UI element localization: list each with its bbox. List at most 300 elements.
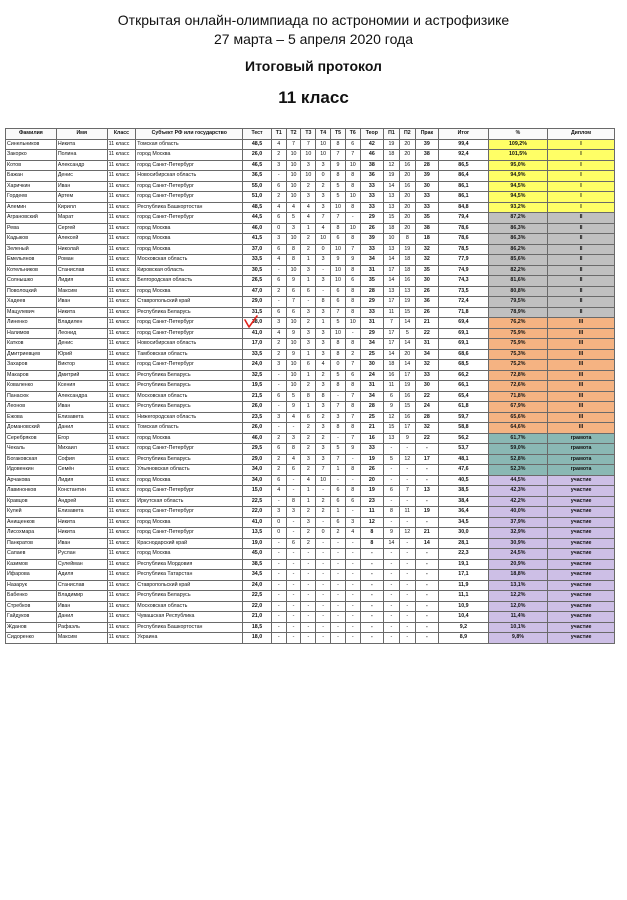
table-cell: 74,9 xyxy=(439,265,489,276)
table-cell: III xyxy=(548,391,615,402)
table-cell: 2 xyxy=(271,286,286,297)
table-cell: Максим xyxy=(56,286,107,297)
table-cell: 4 xyxy=(271,328,286,339)
table-cell: Московская область xyxy=(136,601,243,612)
table-cell: 15 xyxy=(399,402,415,413)
table-cell: Кравцов xyxy=(6,496,57,507)
table-cell: 33 xyxy=(360,307,383,318)
table-cell: III xyxy=(548,402,615,413)
table-cell: 11 класс xyxy=(107,444,136,455)
table-row xyxy=(6,412,615,423)
table-cell: 22,5 xyxy=(243,591,272,602)
table-cell: 4 xyxy=(345,528,360,539)
table-cell: 12,0% xyxy=(488,601,547,612)
table-cell: Московская область xyxy=(136,255,243,266)
table-cell: - xyxy=(345,454,360,465)
table-cell: - xyxy=(345,601,360,612)
table-cell: 34,0 xyxy=(243,465,272,476)
table-cell: 71,8 xyxy=(439,307,489,318)
table-cell: 7 xyxy=(331,213,346,224)
table-cell: Республика Беларусь xyxy=(136,370,243,381)
table-cell: - xyxy=(286,559,301,570)
table-cell: 5 xyxy=(331,192,346,203)
table-cell: 26,5 xyxy=(243,276,272,287)
table-cell: 38,0 xyxy=(243,318,272,329)
table-cell: - xyxy=(415,444,438,455)
table-cell: Леонид xyxy=(56,328,107,339)
table-cell: 2 xyxy=(271,192,286,203)
table-cell: 8 xyxy=(345,286,360,297)
table-cell: 1 xyxy=(301,223,316,234)
table-cell: 9 xyxy=(286,349,301,360)
table-cell: 74,3 xyxy=(439,276,489,287)
table-cell: 18,8% xyxy=(488,570,547,581)
table-cell: 34,0 xyxy=(243,475,272,486)
table-cell: 11 класс xyxy=(107,297,136,308)
table-cell: Никита xyxy=(56,307,107,318)
table-row xyxy=(6,444,615,455)
table-cell: 2 xyxy=(301,423,316,434)
table-cell: - xyxy=(331,591,346,602)
table-cell: - xyxy=(301,549,316,560)
table-cell: Егор xyxy=(56,433,107,444)
table-cell: 52,3% xyxy=(488,465,547,476)
table-cell: 25 xyxy=(360,349,383,360)
table-row xyxy=(6,370,615,381)
table-cell: 4 xyxy=(316,223,331,234)
table-cell: - xyxy=(383,601,399,612)
table-cell: Зеленый xyxy=(6,244,57,255)
table-cell: 14 xyxy=(415,538,438,549)
table-cell: 29,0 xyxy=(243,454,272,465)
table-cell: Новосибирская область xyxy=(136,171,243,182)
table-cell: 3 xyxy=(271,318,286,329)
table-cell: 13 xyxy=(383,244,399,255)
table-cell: Кадыков xyxy=(6,234,57,245)
table-cell: 17 xyxy=(383,328,399,339)
table-cell: 4 xyxy=(316,360,331,371)
column-header: Прак xyxy=(415,129,438,140)
table-row xyxy=(6,265,615,276)
table-row xyxy=(6,276,615,287)
table-cell: 19 xyxy=(399,297,415,308)
table-cell: 10 xyxy=(345,318,360,329)
table-cell: Рафаэль xyxy=(56,622,107,633)
table-cell: 5 xyxy=(331,318,346,329)
table-cell: - xyxy=(360,622,383,633)
table-cell: Иван xyxy=(56,601,107,612)
table-cell: 38 xyxy=(360,160,383,171)
table-cell: 42,3% xyxy=(488,486,547,497)
table-cell: Иван xyxy=(56,297,107,308)
table-cell: 11 класс xyxy=(107,139,136,150)
table-cell: 11 класс xyxy=(107,517,136,528)
table-cell: 3 xyxy=(345,517,360,528)
table-cell: 3 xyxy=(286,433,301,444)
table-body xyxy=(6,139,615,643)
table-cell: - xyxy=(399,633,415,644)
table-row xyxy=(6,402,615,413)
table-cell: 3 xyxy=(316,276,331,287)
table-cell: Панасюк xyxy=(6,391,57,402)
table-cell: Виктор xyxy=(56,360,107,371)
table-cell: 11 класс xyxy=(107,454,136,465)
table-cell: 53,7 xyxy=(439,444,489,455)
table-cell: Елизавета xyxy=(56,412,107,423)
table-cell: Адиля xyxy=(56,570,107,581)
column-header: Т3 xyxy=(301,129,316,140)
table-cell: Максим xyxy=(56,633,107,644)
table-cell: 75,9% xyxy=(488,328,547,339)
table-cell: 6 xyxy=(383,391,399,402)
table-cell: 8 xyxy=(345,265,360,276)
table-cell: 4 xyxy=(271,202,286,213)
table-cell: Денис xyxy=(56,339,107,350)
table-cell: 11 класс xyxy=(107,276,136,287)
table-cell: 44,5% xyxy=(488,475,547,486)
table-cell: 1 xyxy=(301,370,316,381)
column-header: Диплом xyxy=(548,129,615,140)
table-cell: 15,0 xyxy=(243,486,272,497)
table-row xyxy=(6,475,615,486)
table-cell: II xyxy=(548,307,615,318)
table-cell: 11 класс xyxy=(107,307,136,318)
table-cell: - xyxy=(271,580,286,591)
table-cell: 19 xyxy=(360,454,383,465)
table-cell: 22,0 xyxy=(243,601,272,612)
table-cell: 94,5% xyxy=(488,192,547,203)
table-cell: город Санкт-Петербург xyxy=(136,160,243,171)
table-cell: - xyxy=(271,633,286,644)
table-cell: участие xyxy=(548,507,615,518)
table-cell: 14 xyxy=(383,538,399,549)
table-cell: 2 xyxy=(316,181,331,192)
table-cell: 11 класс xyxy=(107,349,136,360)
table-cell: Ифарова xyxy=(6,570,57,581)
table-cell: 47,0 xyxy=(243,286,272,297)
table-cell: 28 xyxy=(415,412,438,423)
table-cell: 1 xyxy=(301,496,316,507)
table-cell: 6 xyxy=(271,307,286,318)
table-cell: - xyxy=(301,570,316,581)
table-cell: 6 xyxy=(331,496,346,507)
table-cell: 71,8% xyxy=(488,391,547,402)
table-cell: 94,5% xyxy=(488,181,547,192)
table-cell: - xyxy=(331,612,346,623)
table-cell: 8 xyxy=(345,423,360,434)
table-cell: 6 xyxy=(345,139,360,150)
table-cell: III xyxy=(548,360,615,371)
table-row xyxy=(6,559,615,570)
table-cell: Котельников xyxy=(6,265,57,276)
table-cell: 1 xyxy=(316,318,331,329)
table-cell: - xyxy=(331,601,346,612)
table-cell: 2 xyxy=(301,318,316,329)
table-cell: 3 xyxy=(316,328,331,339)
table-row xyxy=(6,622,615,633)
table-cell: 18 xyxy=(383,223,399,234)
table-cell: 7 xyxy=(345,244,360,255)
table-row xyxy=(6,528,615,539)
table-cell: 33 xyxy=(360,181,383,192)
table-cell: 10 xyxy=(383,234,399,245)
table-cell: 9 xyxy=(345,255,360,266)
table-cell: участие xyxy=(548,570,615,581)
table-cell: 17 xyxy=(415,454,438,465)
table-cell: 11 класс xyxy=(107,549,136,560)
table-cell: 8 xyxy=(301,391,316,402)
table-cell: - xyxy=(316,486,331,497)
table-cell: 12 xyxy=(399,454,415,465)
table-row xyxy=(6,570,615,581)
table-cell: Ежова xyxy=(6,412,57,423)
table-cell: 20 xyxy=(399,223,415,234)
table-cell: 10 xyxy=(286,360,301,371)
table-cell: 94,9% xyxy=(488,171,547,182)
table-cell: Чувашская Республика xyxy=(136,612,243,623)
table-row xyxy=(6,307,615,318)
table-cell: 4 xyxy=(271,255,286,266)
table-cell: 6 xyxy=(301,360,316,371)
table-cell: 12 xyxy=(383,160,399,171)
table-cell: 39 xyxy=(360,234,383,245)
table-cell: 84,8 xyxy=(439,202,489,213)
table-cell: Станислав xyxy=(56,580,107,591)
table-cell: 8 xyxy=(286,244,301,255)
table-cell: 2 xyxy=(316,496,331,507)
table-cell: 17 xyxy=(383,265,399,276)
table-cell: 10 xyxy=(345,223,360,234)
table-cell: 26 xyxy=(415,286,438,297)
table-row xyxy=(6,349,615,360)
table-cell: Владилен xyxy=(56,318,107,329)
table-cell: 40,5 xyxy=(439,475,489,486)
table-cell: 6 xyxy=(383,486,399,497)
table-row xyxy=(6,286,615,297)
table-cell: Иван xyxy=(56,181,107,192)
table-row xyxy=(6,454,615,465)
table-cell: 48,1 xyxy=(439,454,489,465)
table-cell: - xyxy=(399,580,415,591)
table-cell: II xyxy=(548,276,615,287)
table-cell: 4 xyxy=(301,213,316,224)
table-cell: 2 xyxy=(271,339,286,350)
table-cell: 22,5 xyxy=(243,496,272,507)
table-cell: 10 xyxy=(316,150,331,161)
table-cell: 31 xyxy=(360,265,383,276)
table-cell: - xyxy=(331,580,346,591)
table-cell: 36 xyxy=(415,297,438,308)
table-cell: 19 xyxy=(383,139,399,150)
table-cell: - xyxy=(399,496,415,507)
table-cell: 28,1 xyxy=(439,538,489,549)
table-cell: - xyxy=(345,570,360,581)
table-cell: 13 xyxy=(415,486,438,497)
table-cell: 30,0 xyxy=(439,528,489,539)
table-cell: Гайдуков xyxy=(6,612,57,623)
table-cell: Украина xyxy=(136,633,243,644)
column-header: Класс xyxy=(107,129,136,140)
table-cell: 7 xyxy=(331,307,346,318)
table-cell: 6 xyxy=(301,412,316,423)
table-cell: 58,8 xyxy=(439,423,489,434)
table-cell: 31 xyxy=(360,381,383,392)
table-cell: 8 xyxy=(331,423,346,434)
table-cell: Андрей xyxy=(56,496,107,507)
table-cell: 13,5 xyxy=(243,528,272,539)
table-cell: 75,2% xyxy=(488,360,547,371)
table-cell: 69,1 xyxy=(439,328,489,339)
table-cell: 99,4 xyxy=(439,139,489,150)
table-cell: участие xyxy=(548,496,615,507)
table-cell: 1 xyxy=(301,349,316,360)
table-cell: 3 xyxy=(271,360,286,371)
table-cell: 72,4 xyxy=(439,297,489,308)
table-cell: III xyxy=(548,339,615,350)
table-cell: 86,3% xyxy=(488,234,547,245)
table-cell: 8 xyxy=(345,465,360,476)
table-cell: 16 xyxy=(360,433,383,444)
table-cell: Руслан xyxy=(56,549,107,560)
table-cell: 31,5 xyxy=(243,307,272,318)
table-header-row xyxy=(6,129,615,140)
table-cell: - xyxy=(360,559,383,570)
table-cell: 65,6% xyxy=(488,412,547,423)
table-cell: - xyxy=(316,622,331,633)
table-cell: - xyxy=(360,612,383,623)
table-cell: участие xyxy=(548,591,615,602)
table-cell: - xyxy=(271,612,286,623)
table-cell: 30,9% xyxy=(488,538,547,549)
table-cell: - xyxy=(286,517,301,528)
table-cell: 7 xyxy=(345,391,360,402)
table-cell: 2 xyxy=(271,454,286,465)
column-header: П1 xyxy=(383,129,399,140)
column-header: Т1 xyxy=(271,129,286,140)
table-cell: 1 xyxy=(301,402,316,413)
table-cell: 11 класс xyxy=(107,202,136,213)
table-cell: 2 xyxy=(301,244,316,255)
table-cell: - xyxy=(271,601,286,612)
table-cell: город Санкт-Петербург xyxy=(136,192,243,203)
olympiad-title: Открытая онлайн-олимпиада по астрономии и астрофизике xyxy=(117,12,510,28)
table-cell: 52,8% xyxy=(488,454,547,465)
table-row xyxy=(6,360,615,371)
table-cell: 28 xyxy=(360,402,383,413)
table-cell: 10,9 xyxy=(439,601,489,612)
table-cell: I xyxy=(548,171,615,182)
table-cell: Томская область xyxy=(136,423,243,434)
table-cell: 35 xyxy=(360,276,383,287)
table-cell: - xyxy=(301,612,316,623)
table-cell: - xyxy=(316,570,331,581)
table-cell: 6 xyxy=(271,213,286,224)
table-row xyxy=(6,549,615,560)
table-cell: - xyxy=(415,612,438,623)
table-cell: 68,6 xyxy=(439,349,489,360)
table-cell: 6 xyxy=(286,286,301,297)
table-cell: Сергей xyxy=(56,223,107,234)
table-cell: Дмитрий xyxy=(56,370,107,381)
table-cell: - xyxy=(360,570,383,581)
table-cell: Ульяновская область xyxy=(136,465,243,476)
table-cell: 18 xyxy=(415,234,438,245)
table-cell: 10 xyxy=(301,150,316,161)
column-header: Т2 xyxy=(286,129,301,140)
table-cell: - xyxy=(316,538,331,549)
table-cell: 11 класс xyxy=(107,391,136,402)
table-cell: Богаковская xyxy=(6,454,57,465)
table-cell: 7 xyxy=(286,139,301,150)
table-cell: 11 класс xyxy=(107,360,136,371)
table-row xyxy=(6,223,615,234)
table-cell: 42,2% xyxy=(488,496,547,507)
table-cell: 11 класс xyxy=(107,318,136,329)
results-table xyxy=(5,128,615,644)
table-cell: 75,9% xyxy=(488,339,547,350)
table-cell: - xyxy=(415,549,438,560)
table-cell: 16 xyxy=(399,391,415,402)
table-cell: 1 xyxy=(301,276,316,287)
table-cell: Леонов xyxy=(6,402,57,413)
table-cell: Сидоренко xyxy=(6,633,57,644)
table-cell: Иван xyxy=(56,538,107,549)
table-cell: - xyxy=(316,580,331,591)
table-cell: 11 класс xyxy=(107,192,136,203)
table-cell: 7 xyxy=(331,402,346,413)
table-cell: Чекаль xyxy=(6,444,57,455)
table-cell: город Санкт-Петербург xyxy=(136,181,243,192)
table-cell: 36,4 xyxy=(439,507,489,518)
table-cell: - xyxy=(415,591,438,602)
table-cell: 10 xyxy=(345,192,360,203)
table-cell: 10 xyxy=(286,370,301,381)
table-cell: 11 класс xyxy=(107,286,136,297)
table-cell: 11,4% xyxy=(488,612,547,623)
table-cell: Лидия xyxy=(56,276,107,287)
table-cell: 14 xyxy=(383,349,399,360)
table-cell: II xyxy=(548,297,615,308)
table-cell: - xyxy=(271,622,286,633)
table-cell: участие xyxy=(548,549,615,560)
table-cell: 16 xyxy=(399,181,415,192)
table-cell: 20 xyxy=(399,150,415,161)
table-cell: 6 xyxy=(301,286,316,297)
table-cell: - xyxy=(415,475,438,486)
table-cell: 3 xyxy=(316,202,331,213)
table-cell: 61,8 xyxy=(439,402,489,413)
table-cell: 38 xyxy=(415,150,438,161)
table-cell: 30 xyxy=(415,276,438,287)
table-cell: 7 xyxy=(316,213,331,224)
table-row xyxy=(6,507,615,518)
table-cell: I xyxy=(548,181,615,192)
table-cell: Семён xyxy=(56,465,107,476)
table-row xyxy=(6,255,615,266)
table-cell: 14 xyxy=(399,360,415,371)
table-cell: - xyxy=(399,465,415,476)
table-cell: 29,5 xyxy=(243,444,272,455)
table-row xyxy=(6,391,615,402)
table-cell: город Санкт-Петербург xyxy=(136,328,243,339)
table-cell: 8 xyxy=(331,139,346,150)
table-cell: 26 xyxy=(360,223,383,234)
table-cell: участие xyxy=(548,538,615,549)
table-cell: участие xyxy=(548,486,615,497)
table-cell: 19,5 xyxy=(243,381,272,392)
table-cell: 12 xyxy=(360,517,383,528)
table-cell: 40,0% xyxy=(488,507,547,518)
